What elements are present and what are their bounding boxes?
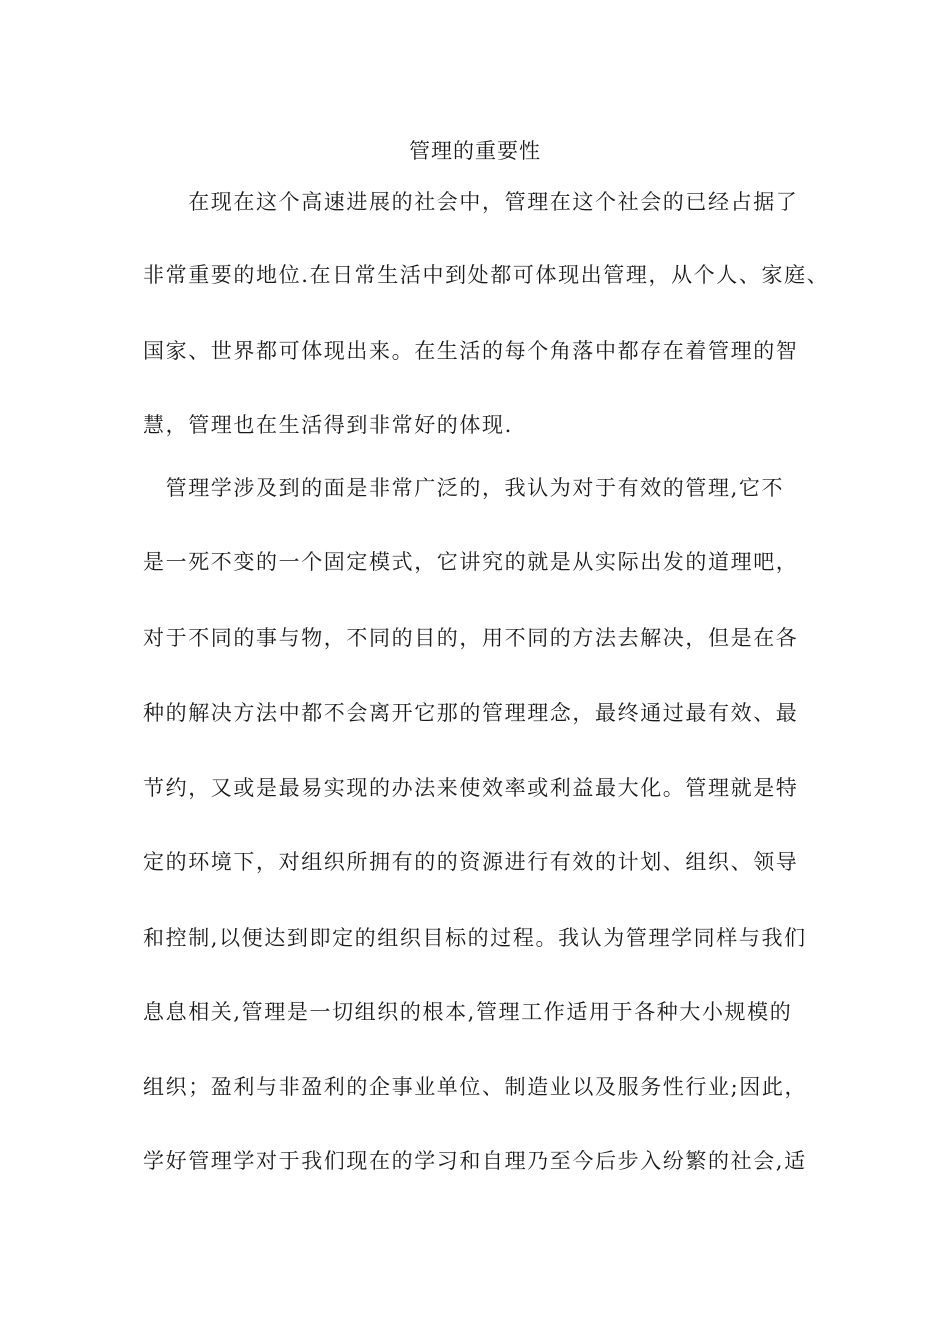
paragraph-2-line-1: 管理学涉及到的面是非常广泛的，我认为对于有效的管理,它不: [143, 476, 785, 500]
paragraph-2-line-4: 种的解决方法中都不会离开它那的管理理念，最终通过最有效、最: [143, 701, 799, 725]
paragraph-1-line-4: 慧，管理也在生活得到非常好的体现.: [143, 413, 513, 437]
paragraph-2-line-9: 组织；盈利与非盈利的企事业单位、制造业以及服务性行业;因此，: [143, 1075, 808, 1099]
paragraph-2-line-5: 节约，又或是最易实现的办法来使效率或利益最大化。管理就是特: [143, 776, 799, 800]
paragraph-2-line-10: 学好管理学对于我们现在的学习和自理乃至今后步入纷繁的社会,适: [143, 1149, 807, 1173]
paragraph-2-line-3: 对于不同的事与物，不同的目的，用不同的方法去解决，但是在各: [143, 626, 799, 650]
paragraph-1-line-2: 非常重要的地位.在日常生活中到处都可体现出管理，从个人、家庭、: [143, 263, 830, 287]
paragraph-1-line-1: 在现在这个高速进展的社会中，管理在这个社会的已经占据了: [143, 190, 799, 214]
paragraph-2-line-2: 是一死不变的一个固定模式，它讲究的就是从实际出发的道理吧，: [143, 550, 799, 574]
paragraph-1-line-3: 国家、世界都可体现出来。在生活的每个角落中都存在着管理的智: [143, 339, 799, 363]
paragraph-2-line-7: 和控制,以便达到即定的组织目标的过程。我认为管理学同样与我们: [143, 926, 807, 950]
paragraph-2-line-8: 息息相关,管理是一切组织的根本,管理工作适用于各种大小规模的: [143, 1000, 793, 1024]
paragraph-2-line-6: 定的环境下，对组织所拥有的的资源进行有效的计划、组织、领导: [143, 850, 799, 874]
document-title: 管理的重要性: [409, 139, 541, 163]
